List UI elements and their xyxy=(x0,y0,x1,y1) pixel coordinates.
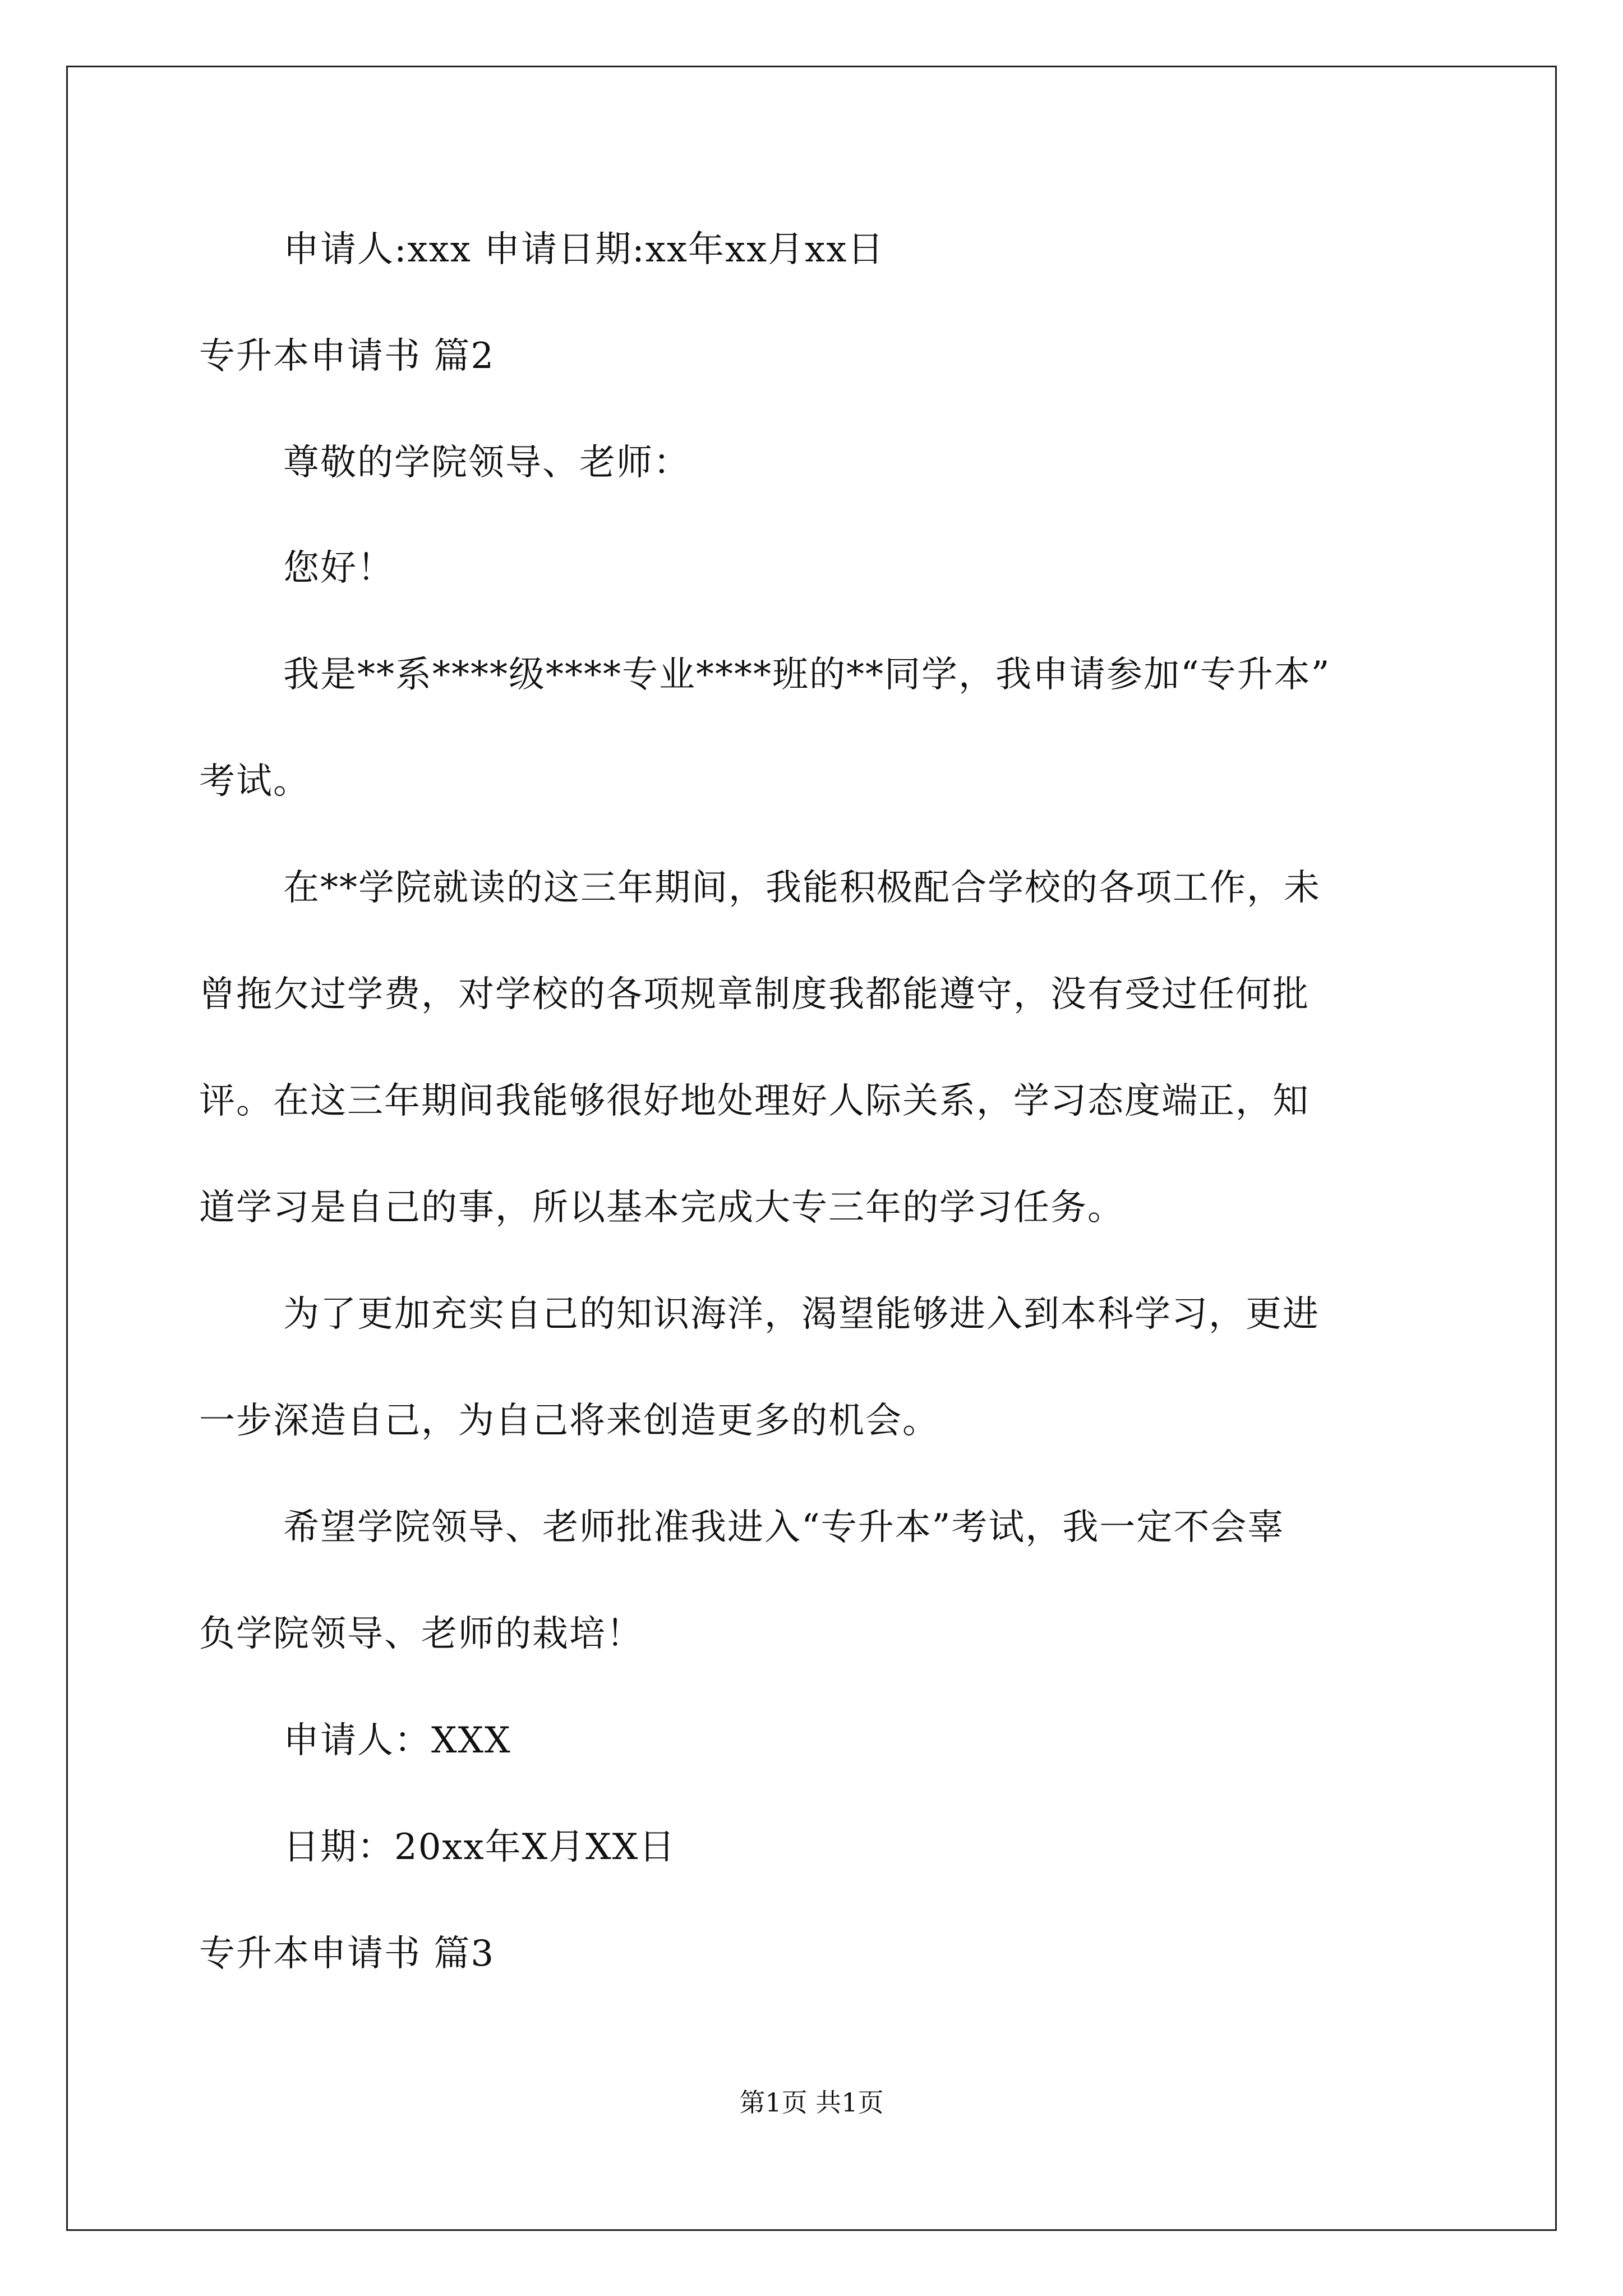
paragraph-line: 一步深造自己，为自己将来创造更多的机会。 xyxy=(199,1400,939,1442)
section-heading-2: 专升本申请书 篇2 xyxy=(199,335,495,377)
applicant-date-line: 申请人:xxx 申请日期:xx年xx月xx日 xyxy=(283,229,885,270)
paragraph-line: 负学院领导、老师的栽培！ xyxy=(199,1613,643,1655)
paragraph-line: 在**学院就读的这三年期间，我能积极配合学校的各项工作，未 xyxy=(283,867,1321,909)
paragraph-line: 评。在这三年期间我能够很好地处理好人际关系，学习态度端正，知 xyxy=(199,1080,1310,1122)
signature-applicant: 申请人：XXX xyxy=(283,1720,511,1761)
paragraph-line: 曾拖欠过学费，对学校的各项规章制度我都能遵守，没有受过任何批 xyxy=(199,974,1310,1015)
paragraph-line: 希望学院领导、老师批准我进入“专升本”考试，我一定不会辜 xyxy=(283,1507,1285,1548)
paragraph-line: 我是**系****级****专业****班的**同学，我申请参加“专升本” xyxy=(283,654,1331,696)
paragraph-line: 为了更加充实自己的知识海洋，渴望能够进入到本科学习，更进 xyxy=(283,1294,1320,1335)
page-border xyxy=(66,66,1557,2231)
signature-date: 日期：20xx年X月XX日 xyxy=(283,1826,676,1868)
salutation: 尊敬的学院领导、老师： xyxy=(283,442,690,484)
paragraph-line: 道学习是自己的事，所以基本完成大专三年的学习任务。 xyxy=(199,1187,1124,1228)
paragraph-line: 考试。 xyxy=(199,761,310,802)
page-number-footer: 第1页 共1页 xyxy=(739,2087,884,2118)
greeting: 您好！ xyxy=(283,547,394,589)
section-heading-3: 专升本申请书 篇3 xyxy=(199,1933,495,1975)
